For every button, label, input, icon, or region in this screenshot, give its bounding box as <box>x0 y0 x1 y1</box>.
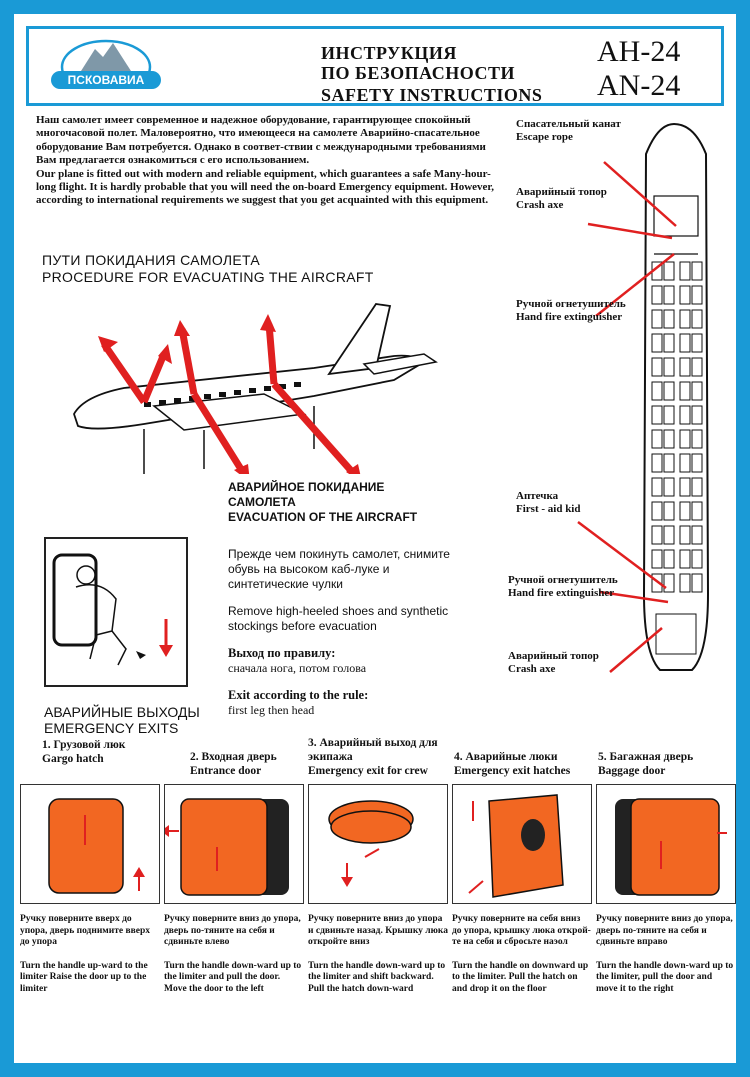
exit-panel <box>164 784 304 904</box>
exit-head: 1. Грузовой люк Gargo hatch <box>42 739 126 765</box>
callout-first-aid: Аптечка First - aid kid <box>516 490 581 515</box>
exit-head: 5. Багажная дверь Baggage door <box>598 751 694 777</box>
rule-ru: Выход по правилу: сначала нога, потом голова <box>228 646 367 675</box>
plane-illustration <box>64 284 464 474</box>
exit-crew <box>308 734 448 995</box>
intro-text <box>36 114 506 208</box>
logo-text: ПСКОВАВИА <box>51 71 161 89</box>
exit-panel <box>596 784 736 904</box>
emergency-exits-title: АВАРИЙНЫЕ ВЫХОДЫ EMERGENCY EXITS <box>44 704 200 736</box>
safety-card <box>14 14 736 1063</box>
exit-entrance-door <box>164 734 304 995</box>
callout-fire-extinguisher-front: Ручной огнетушитель Hand fire extinguisher <box>516 298 626 323</box>
procedure-title: ПУТИ ПОКИДАНИЯ САМОЛЕТА PROCEDURE FOR EVACUATING THE AIRCRAFT <box>42 252 374 285</box>
exit-desc: Ручку поверните вверх до упора, дверь поднимите вверх до упора Turn the handle up-ward to the limiter Raise the door up to the limiter <box>20 914 151 994</box>
exit-head: 4. Аварийные люки Emergency exit hatches <box>454 751 571 777</box>
callout-crash-axe-front: Аварийный топор Crash axe <box>516 186 607 211</box>
intro-en: Our plane is fitted out with modern and reliable equipment, which guarantees a safe Many-hour-long flight. It is hardly probable that you will need the on-board Emergency equipment. However, according to international requirements we suggest that you get acquainted with this equipment. <box>36 167 495 207</box>
exit-head: 3. Аварийный выход для экипажа Emergency exit for crew <box>308 737 438 777</box>
exit-hatches <box>452 734 592 995</box>
exit-gargo-hatch <box>20 734 160 995</box>
callout-fire-extinguisher-rear: Ручной огнетушитель Hand fire extinguisher <box>508 574 618 599</box>
callout-crash-axe-rear: Аварийный топор Crash axe <box>508 650 599 675</box>
title-en: SAFETY INSTRUCTIONS <box>321 85 543 105</box>
rule-en: Exit according to the rule: first leg then head <box>228 688 369 717</box>
exit-desc: Ручку поверните вниз до упора, дверь по-тяните на себя и сдвиньте вправо Turn the handle down-ward up to the limiter, pull the door and move it to the right <box>596 914 734 994</box>
exit-desc: Ручку поверните вниз до упора, дверь по-тяните на себя и сдвиньте влево Turn the handle down-ward up to the limiter and pull the door. Move the door to the left <box>164 914 302 994</box>
shoes-en: Remove high-heeled shoes and synthetic stockings before evacuation <box>228 604 449 633</box>
exit-desc: Ручку поверните на себя вниз до упора, крышку люка открой-те на себя и сбросьте наэол Turn the handle on downward up to the limiter. Pull the hatch on and drop it on the floor <box>452 914 591 994</box>
shoes-ru: Прежде чем покинуть самолет, снимите обувь на высоком каб-луке и синтетические чулки <box>228 547 450 591</box>
model-ru: АН-24 <box>597 35 681 68</box>
evacuation-title: АВАРИЙНОЕ ПОКИДАНИЕ САМОЛЕТА EVACUATION OF THE AIRCRAFT <box>228 480 418 524</box>
exit-panel <box>452 784 592 904</box>
callout-escape-rope: Спасательный канат Escape rope <box>516 118 621 143</box>
exit-head: 2. Входная дверь Entrance door <box>190 751 277 777</box>
header <box>26 26 724 106</box>
exit-panel <box>308 784 448 904</box>
title-ru: ИНСТРУКЦИЯ ПО БЕЗОПАСНОСТИ <box>321 43 515 83</box>
exit-desc: Ручку поверните вниз до упора и сдвиньте назад. Крышку люка откройте вниз Turn the handle down-ward up to the limiter and shift backward. Pull the hatch down-ward <box>308 914 448 994</box>
exit-panel <box>20 784 160 904</box>
intro-ru: Наш самолет имеет современное и надежное оборудование, гарантирующее спокойный многочасовой полет. Маловероятно, что имеющееся на самолете Аварийно-спасательное оборудование Вам потребуется. Однако в соответ-ствии с международными требованиями Вам предлагается ознакомиться с его использованием. <box>36 114 486 167</box>
evacuation-figure <box>44 537 188 687</box>
model-en: AN-24 <box>597 69 681 102</box>
evacuation-instructions <box>228 547 458 718</box>
airline-logo <box>51 37 161 95</box>
exit-baggage-door <box>596 734 736 995</box>
